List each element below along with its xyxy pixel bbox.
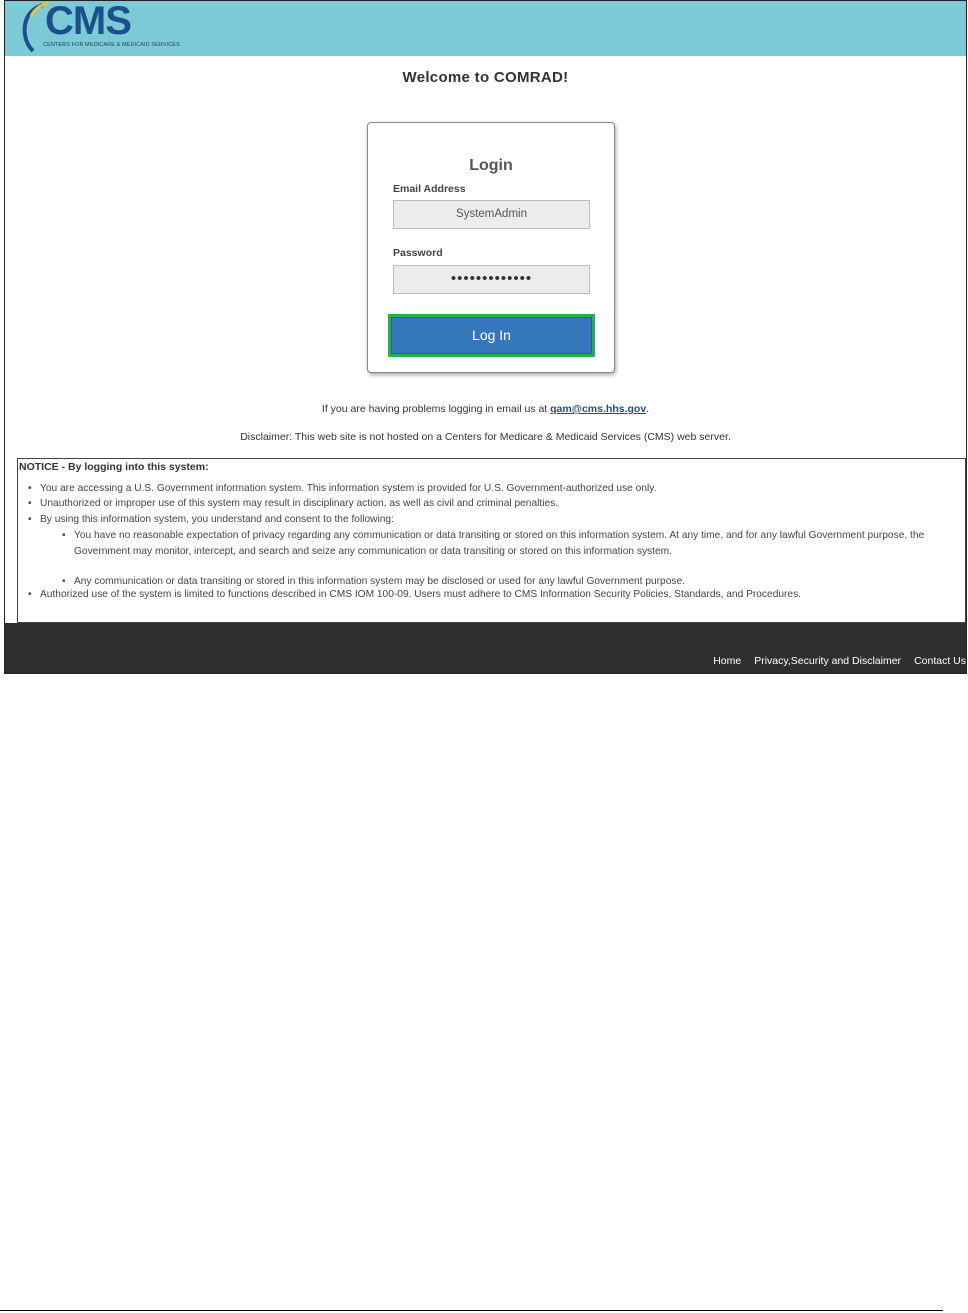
- email-field[interactable]: SystemAdmin: [393, 200, 590, 229]
- notice-item-text: By using this information system, you understand and consent to the following:: [40, 514, 394, 525]
- notice-sub-item: • Any communication or data transiting or stored in this information system may be disclosed or used for any lawful Government purpose.: [62, 576, 685, 587]
- footer-link-home[interactable]: Home: [713, 655, 742, 667]
- welcome-heading: Welcome to COMRAD!: [402, 69, 569, 86]
- site-footer: [5, 623, 966, 674]
- site-header: [5, 1, 966, 56]
- notice-sub-item: • You have no reasonable expectation of privacy regarding any communication or data transiting or stored on this information system. At any time, and for any lawful Government purpose, the Government may monitor, intercept, and search and seize any communication or data transiting or stored on this information system.: [62, 530, 925, 557]
- disclaimer-text: Disclaimer: This web site is not hosted on a Centers for Medicare & Medicaid Services (CMS) web server.: [240, 431, 731, 443]
- help-suffix: .: [646, 403, 650, 415]
- footer-link-contact[interactable]: Contact Us: [914, 655, 966, 667]
- login-title: Login: [469, 157, 513, 174]
- notice-item: • Authorized use of the system is limited to functions described in CMS IOM 100-09. Users must adhere to CMS Information Security Policies, Standards, and Procedures.: [28, 589, 802, 600]
- support-email-link[interactable]: qam@cms.hhs.gov: [550, 403, 647, 415]
- notice-item: • You are accessing a U.S. Government information system. This information system is provided for U.S. Government-authorized use only.: [28, 483, 657, 494]
- login-button-highlight: [388, 314, 595, 357]
- browser-screenshot: [4, 0, 967, 674]
- help-text: [5, 403, 966, 415]
- logo-text: CMS: [45, 0, 131, 43]
- footer-links: [700, 655, 966, 667]
- page-divider: [0, 1310, 943, 1311]
- help-message: If you are having problems logging in email us at: [321, 403, 551, 415]
- notice-title: NOTICE - By logging into this system:: [19, 461, 209, 473]
- footer-link-privacy[interactable]: Privacy,Security and Disclaimer: [754, 655, 902, 667]
- logo-subtitle: CENTERS FOR MEDICARE & MEDICAID SERVICES: [43, 42, 180, 48]
- password-field[interactable]: •••••••••••••: [393, 265, 590, 294]
- notice-sub-item-text: You have no reasonable expectation of privacy regarding any communication or data transiting or stored on this information system. At any time, and for any lawful Government purpose, the Government may monitor, intercept, and search and seize any communication or data transiting or stored on this information system.: [74, 530, 925, 557]
- notice-sub-item-text: Any communication or data transiting or stored in this information system may be disclosed or used for any lawful Government purpose.: [74, 576, 685, 587]
- notice-item: • By using this information system, you understand and consent to the following:: [28, 514, 394, 525]
- email-label: Email Address: [393, 183, 466, 195]
- notice-item-text: Authorized use of the system is limited to functions described in CMS IOM 100-09. Users must adhere to CMS Information Security Policies, Standards, and Procedures.: [40, 589, 802, 600]
- login-panel: [367, 122, 615, 373]
- notice-item-text: You are accessing a U.S. Government information system. This information system is provided for U.S. Government-authorized use only.: [40, 483, 657, 494]
- notice-item: • Unauthorized or improper use of this system may result in disciplinary action, as well as civil and criminal penalties.: [28, 498, 559, 509]
- password-label: Password: [393, 247, 443, 259]
- login-button[interactable]: Log In: [391, 317, 592, 354]
- cms-logo[interactable]: [17, 0, 180, 55]
- notice-box: [17, 458, 966, 623]
- notice-item-text: Unauthorized or improper use of this system may result in disciplinary action, as well as civil and criminal penalties.: [40, 498, 559, 509]
